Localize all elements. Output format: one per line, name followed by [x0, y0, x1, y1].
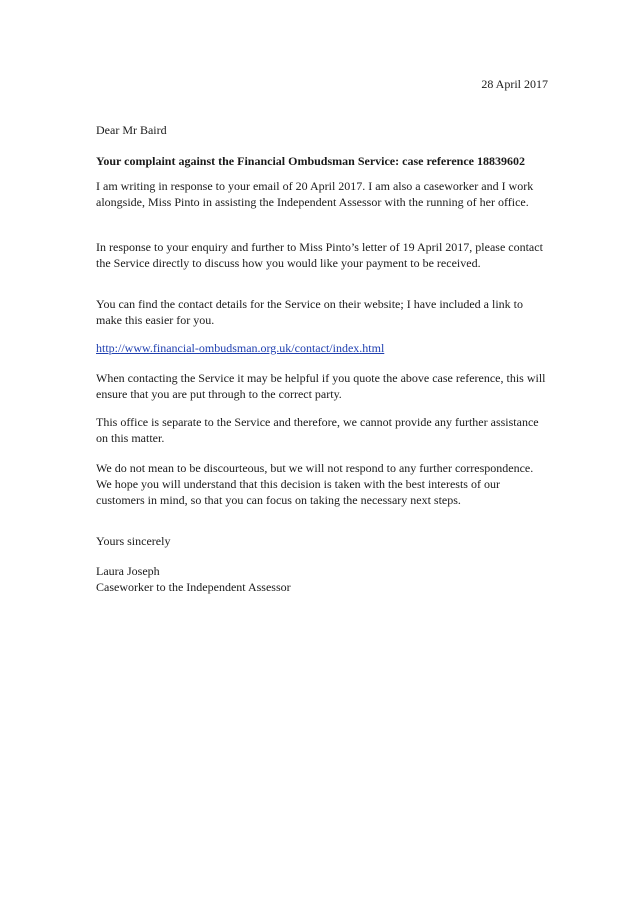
- paragraph-payment: In response to your enquiry and further to Miss Pinto’s letter of 19 April 2017, please contact the Service directly to discuss how you would like your payment to be received.: [96, 240, 543, 270]
- paragraph-response: I am writing in response to your email of 20 April 2017. I am also a caseworker and I work alongside, Miss Pinto in assisting the Independent Assessor with the running of her office.: [96, 179, 534, 209]
- paragraph-case-reference: When contacting the Service it may be helpful if you quote the above case reference, this will ensure that you are put through to the correct party.: [96, 371, 546, 401]
- letter-date: 28 April 2017: [481, 77, 548, 91]
- contact-link[interactable]: http://www.financial-ombudsman.org.uk/contact/index.html: [96, 341, 385, 355]
- paragraph-no-further-response: We do not mean to be discourteous, but we will not respond to any further correspondence. We hope you will understand that this decision is taken with the best interests of our customers in mind, so that you can focus on taking the necessary next steps.: [96, 461, 534, 507]
- link-paragraph: [96, 340, 548, 356]
- closing: Yours sincerely: [96, 534, 171, 548]
- signer-name: Laura Joseph: [96, 564, 160, 578]
- subject-line: Your complaint against the Financial Ombudsman Service: case reference 18839602: [96, 154, 525, 168]
- salutation: Dear Mr Baird: [96, 123, 167, 137]
- paragraph-separate-office: This office is separate to the Service and therefore, we cannot provide any further assistance on this matter.: [96, 415, 539, 445]
- signer-title: Caseworker to the Independent Assessor: [96, 580, 291, 594]
- paragraph-contact-details: You can find the contact details for the Service on their website; I have included a link to make this easier for you.: [96, 297, 523, 327]
